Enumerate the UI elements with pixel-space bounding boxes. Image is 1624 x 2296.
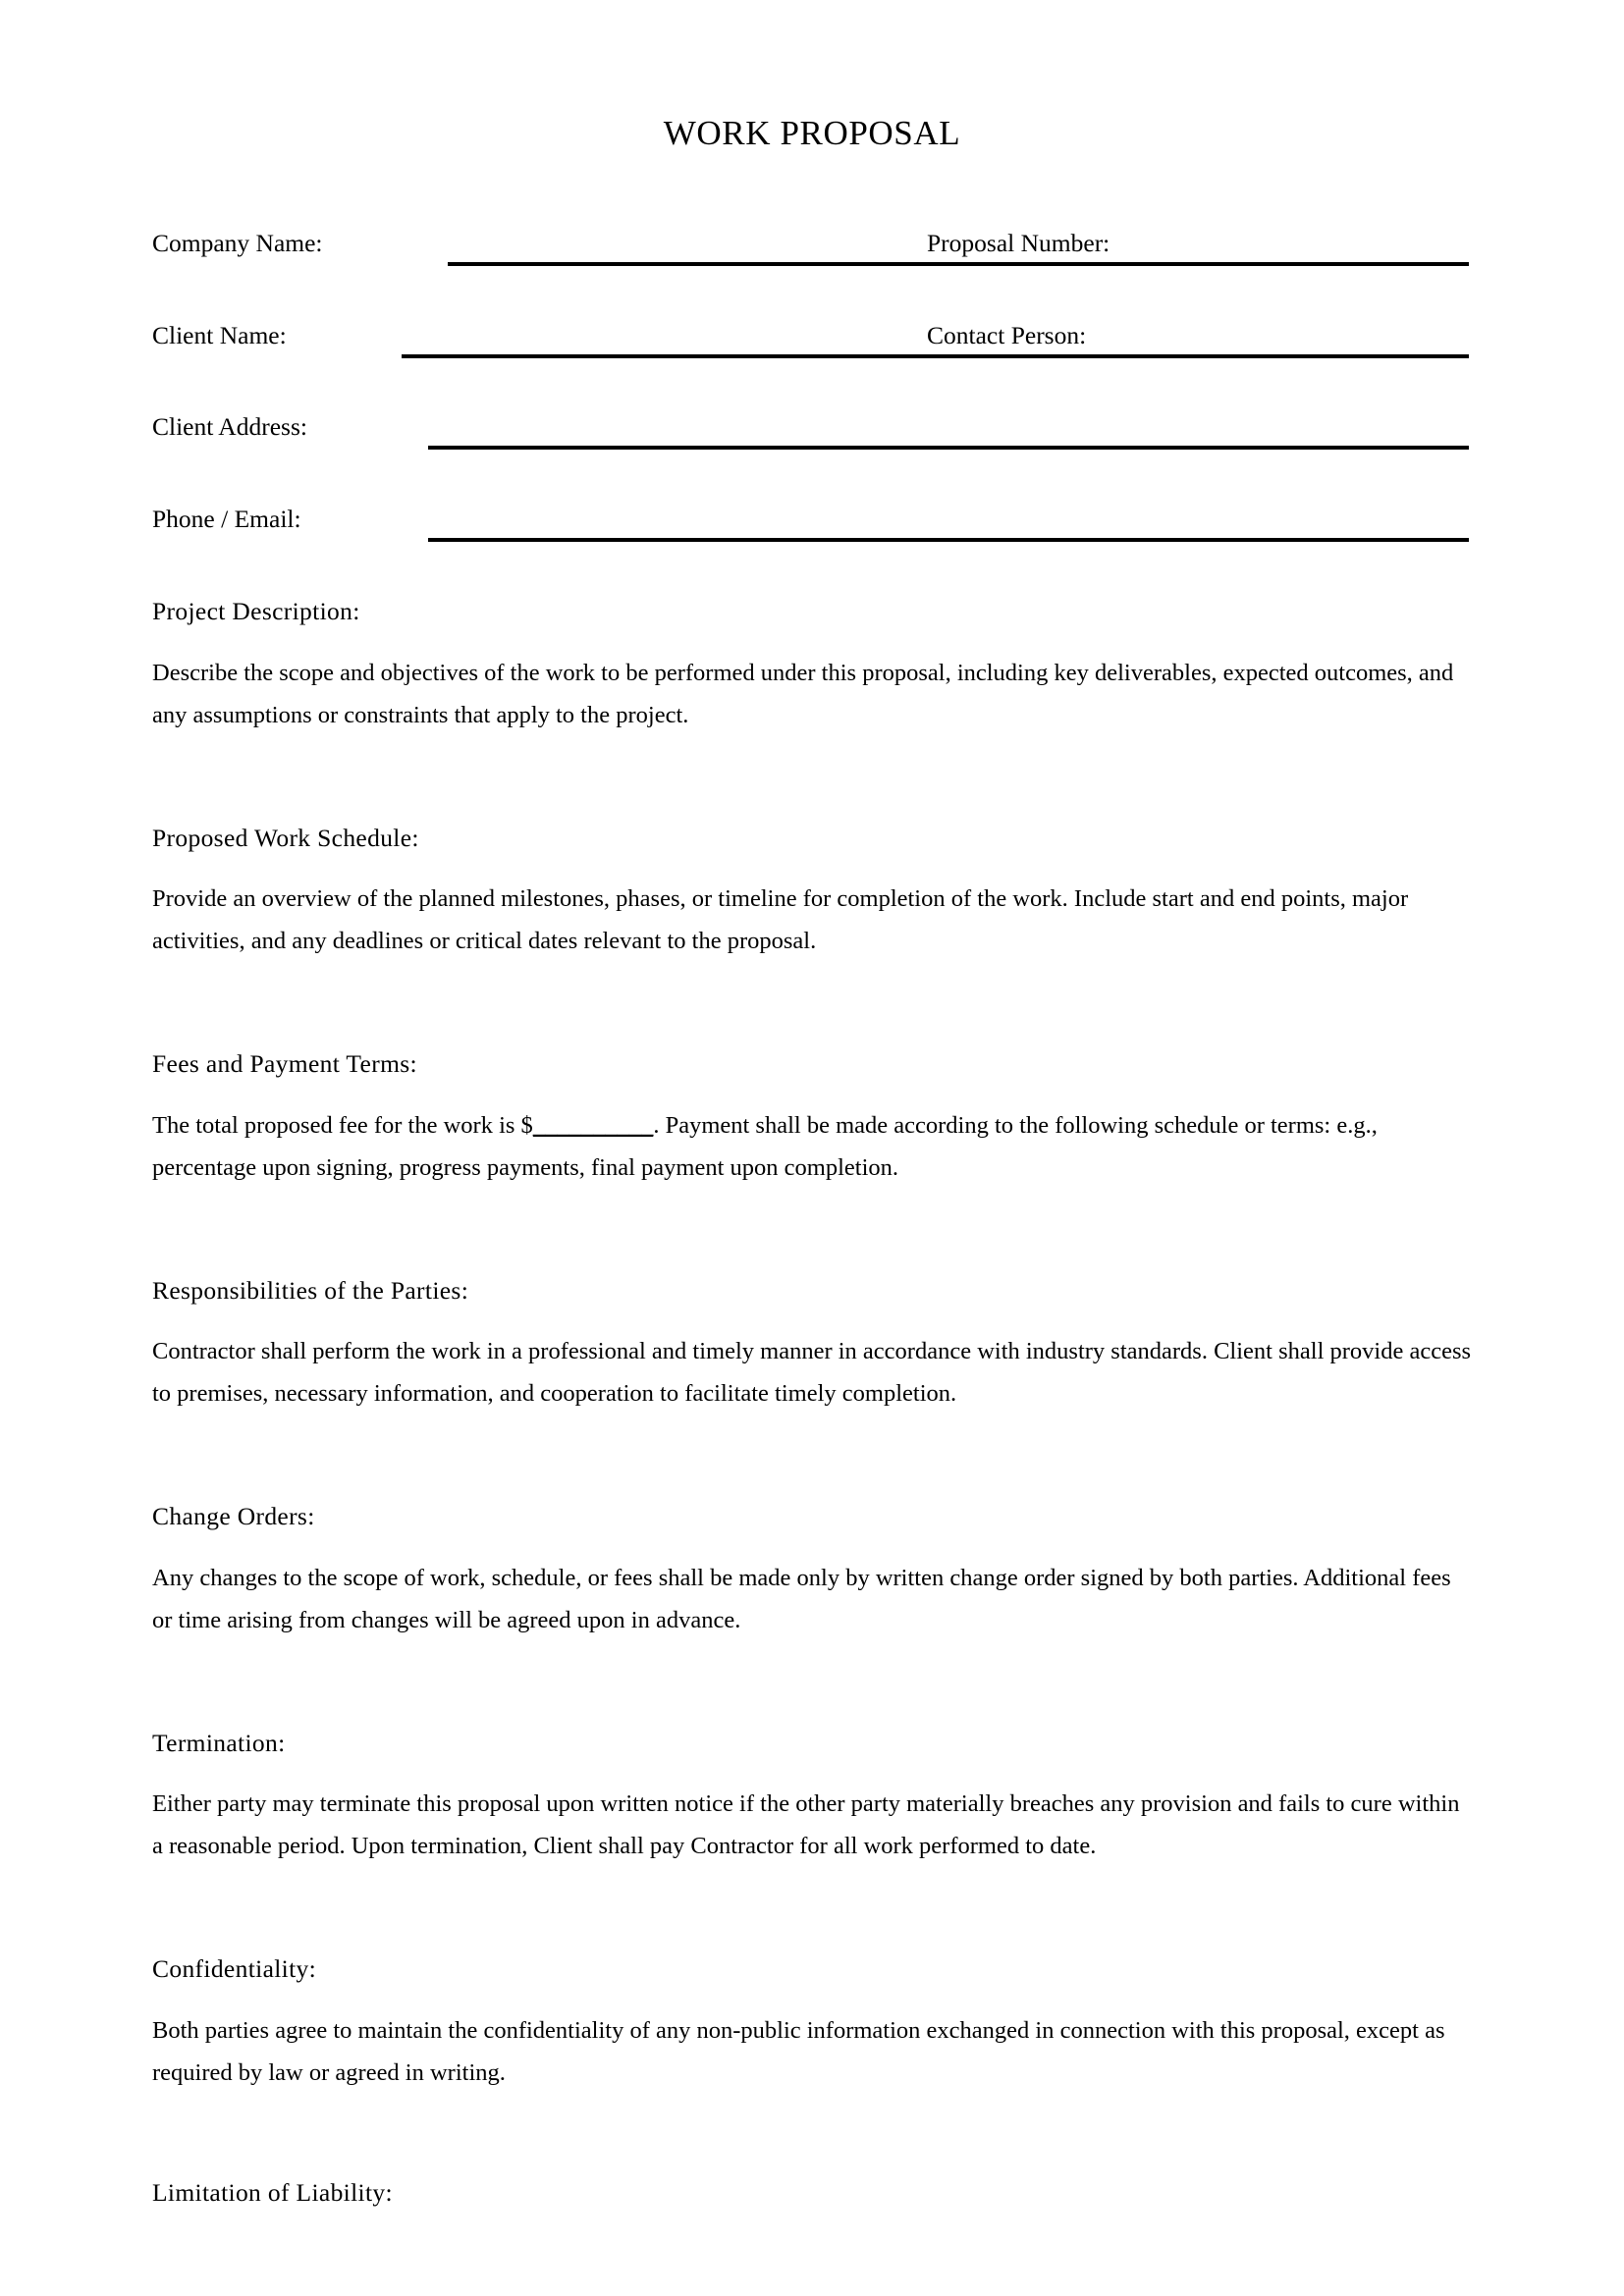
field-label-contact-person: Contact Person: (927, 321, 1087, 349)
field-row-client-address (0, 411, 1624, 476)
field-row-company-name (0, 228, 1624, 293)
section-body-responsibilities-of-the-parties: Contractor shall perform the work in a professional and timely manner in accordance with industry standards. Client shall provide access to premises, necessary information, and cooperation to facilitate timely completion. (152, 1338, 1472, 1407)
section-spacer (152, 736, 1473, 826)
section-body-fees-and-payment-terms (152, 1104, 1473, 1189)
field-label-client-name: Client Name: (152, 321, 287, 349)
section-change-orders (152, 1504, 1473, 1641)
section-proposed-work-schedule (152, 823, 1473, 963)
field-label-client-address: Client Address: (152, 412, 307, 441)
section-confidentiality (152, 1956, 1473, 2094)
field-label-company-name: Company Name: (152, 229, 323, 257)
section-spacer (152, 1641, 1473, 1731)
header-fields-block (0, 228, 1624, 552)
section-body-termination: Either party may terminate this proposal upon written notice if the other party materially breaches any provision and fails to cure within a reasonable period. Upon termination, Client shall pay Contractor for all work performed to date. (152, 1790, 1460, 1859)
section-heading-change-orders: Change Orders: (152, 1502, 315, 1530)
section-responsibilities-of-the-parties (152, 1275, 1473, 1415)
section-limitation-of-liability (152, 2177, 1473, 2207)
field-label-phone-email: Phone / Email: (152, 505, 301, 533)
section-heading-termination: Termination: (152, 1728, 286, 1757)
section-spacer (152, 1189, 1473, 1278)
section-body-proposed-work-schedule: Provide an overview of the planned milestones, phases, or timeline for completion of the work. Include start and end points, major activities, and any deadlines or critical dates relevant to the proposal. (152, 885, 1409, 954)
field-row-phone-email (0, 504, 1624, 568)
section-project-description (152, 599, 1473, 736)
section-fees-and-payment-terms (152, 1051, 1473, 1189)
field-label-proposal-number: Proposal Number: (927, 229, 1110, 257)
section-heading-confidentiality: Confidentiality: (152, 1954, 317, 1983)
fees-text-prefix: The total proposed fee for the work is $ (152, 1111, 533, 1139)
section-heading-responsibilities-of-the-parties: Responsibilities of the Parties: (152, 1275, 469, 1305)
fees-text-suffix: . Payment shall be made according to the following schedule or terms: e.g., percentage upon signing, progress payments, final payment upon completion. (152, 1111, 1378, 1181)
section-heading-project-description: Project Description: (152, 597, 360, 625)
section-spacer (152, 2094, 1473, 2180)
section-termination (152, 1728, 1473, 1868)
section-body-confidentiality: Both parties agree to maintain the confidentiality of any non-public information exchanged in connection with this proposal, except as required by law or agreed in writing. (152, 2016, 1445, 2086)
section-spacer (152, 1867, 1473, 1956)
section-heading-limitation-of-liability: Limitation of Liability: (152, 2177, 393, 2207)
section-spacer (152, 962, 1473, 1051)
field-rule-company-name[interactable] (448, 262, 1469, 266)
page-title: WORK PROPOSAL (663, 114, 961, 152)
section-spacer (152, 1415, 1473, 1504)
field-rule-phone-email[interactable] (428, 538, 1469, 542)
field-row-client-name (0, 320, 1624, 385)
fees-amount-blank[interactable]: __________ (532, 1111, 654, 1139)
section-body-project-description: Describe the scope and objectives of the work to be performed under this proposal, including key deliverables, expected outcomes, and any assumptions or constraints that apply to the project. (152, 659, 1454, 728)
field-rule-client-name[interactable] (402, 354, 1469, 358)
section-body-change-orders: Any changes to the scope of work, schedule, or fees shall be made only by written change order signed by both parties. Additional fees or time arising from changes will be agreed upon in advance. (152, 1564, 1451, 1633)
section-heading-fees-and-payment-terms: Fees and Payment Terms: (152, 1049, 417, 1078)
section-heading-proposed-work-schedule: Proposed Work Schedule: (152, 823, 419, 852)
document-sections (152, 599, 1473, 2232)
field-rule-client-address[interactable] (428, 446, 1469, 450)
